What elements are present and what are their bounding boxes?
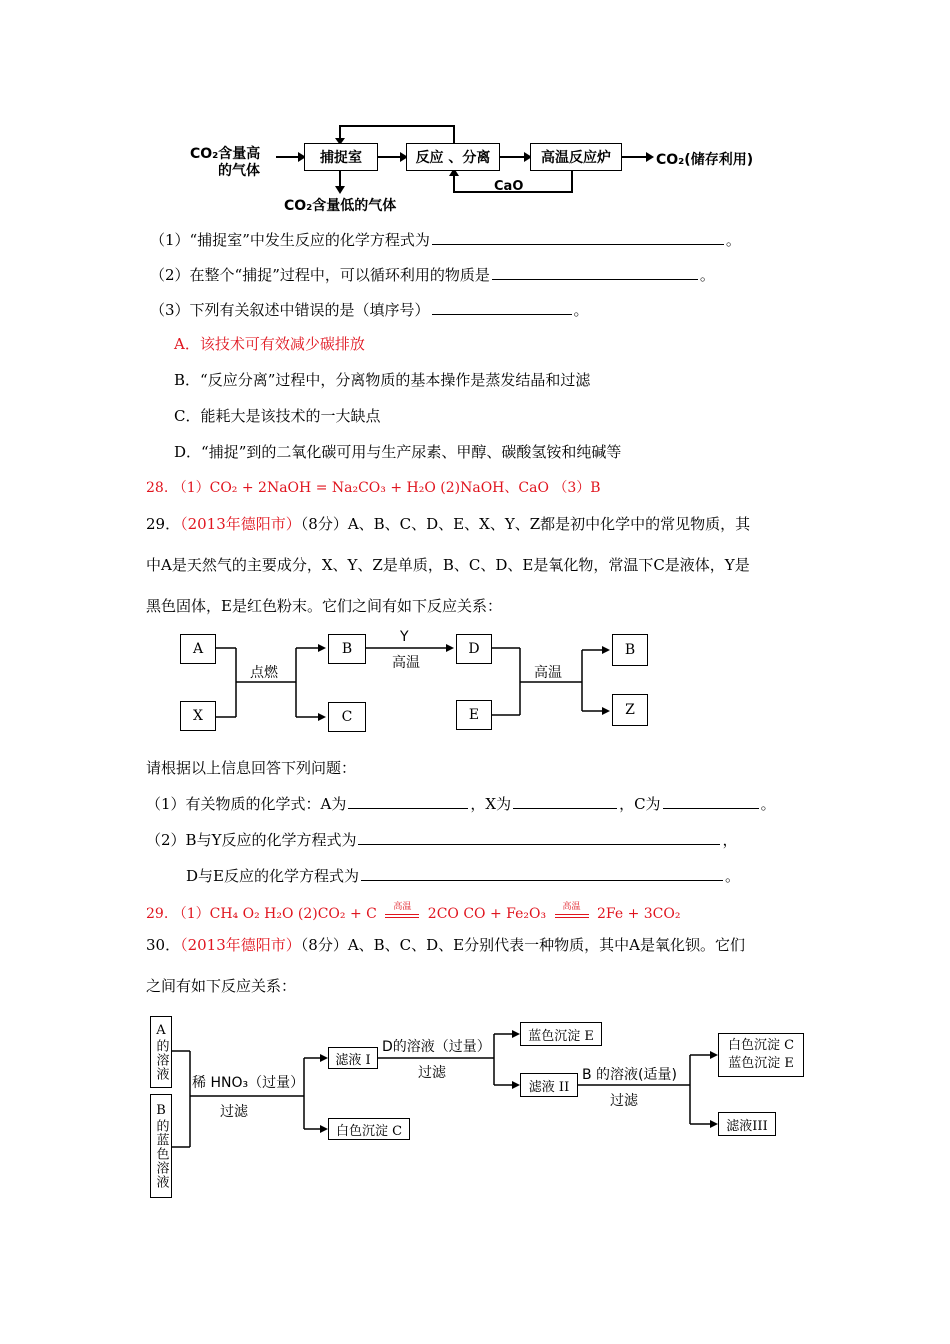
- co2-storage-label: CO₂(储存利用): [656, 152, 754, 168]
- reaction-condition-sign: 高温: [555, 906, 589, 918]
- capture-room-box: 捕捉室: [304, 143, 378, 171]
- q29-prompt: 请根据以上信息回答下列问题：: [146, 759, 357, 777]
- q28-sub3: （3）下列有关叙述中错误的是（填序号） 。: [150, 298, 589, 320]
- q29-line2: 中A是天然气的主要成分，X、Y、Z是单质，B、C、D、E是氧化物，常温下C是液体，Y是: [146, 556, 750, 574]
- q28-sub2: （2）在整个“捕捉”过程中，可以循环利用的物质是 。: [150, 263, 715, 285]
- blue-precipitate-e-box: 蓝色沉淀 E: [520, 1022, 602, 1046]
- q28-option-a: A．该技术可有效减少碳排放: [174, 335, 365, 353]
- filtrate-2-box: 滤液 II: [520, 1073, 578, 1097]
- q29-sub2: （2）B与Y反应的化学方程式为 ，: [146, 828, 738, 850]
- box-z: Z: [612, 694, 648, 726]
- a-solution-box: A的溶液: [150, 1016, 172, 1088]
- b-blue-solution-box: B的蓝色溶液: [150, 1094, 172, 1198]
- filter-label-3: 过滤: [610, 1093, 638, 1109]
- high-temp-label-1: 高温: [392, 655, 420, 671]
- box-b-2: B: [612, 634, 648, 666]
- high-temp-label-2: 高温: [534, 665, 562, 681]
- d-solution-label: D的溶液（过量）: [382, 1039, 491, 1055]
- ignite-label: 点燃: [250, 665, 278, 681]
- q29-sub1: （1）有关物质的化学式：A为 ，X为 ，C为 。: [146, 792, 776, 814]
- q28-option-c: C．能耗大是该技术的一大缺点: [174, 407, 381, 425]
- box-c: C: [328, 702, 366, 732]
- filtrate-3-box: 滤液III: [718, 1112, 776, 1136]
- q29-sub2b: D与E反应的化学方程式为 。: [186, 864, 740, 886]
- box-x: X: [180, 701, 216, 731]
- box-d: D: [456, 634, 492, 664]
- reaction-separation-box: 反应 、分离: [406, 143, 500, 171]
- b-solution-label: B 的溶液(适量): [582, 1067, 677, 1083]
- high-co2-gas-label: CO₂含量高 的气体: [190, 146, 261, 179]
- q30-line1: 30．（2013年德阳市）（8分）A、B、C、D、E分别代表一种物质，其中A是氧化钡。它们: [146, 936, 745, 954]
- q29-line1: 29．（2013年德阳市）（8分）A、B、C、D、E、X、Y、Z都是初中化学中的常见物质，其: [146, 515, 751, 533]
- box-e: E: [456, 700, 492, 730]
- reaction-condition-sign: 高温: [385, 906, 419, 918]
- box-a: A: [180, 634, 216, 664]
- q28-answer: 28. （1）CO₂ + 2NaOH = Na₂CO₃ + H₂O (2)NaOH、CaO （3）B: [146, 480, 601, 496]
- q29-line3: 黑色固体，E是红色粉末。它们之间有如下反应关系：: [146, 597, 502, 615]
- q30-line2: 之间有如下反应关系：: [146, 977, 297, 995]
- filter-label-2: 过滤: [418, 1065, 446, 1081]
- q28-sub1: （1）“捕捉室”中发生反应的化学方程式为 。: [150, 228, 741, 250]
- hno3-label: 稀 HNO₃（过量）: [192, 1075, 305, 1091]
- filtrate-1-box: 滤液 I: [328, 1047, 378, 1069]
- q28-option-b: B．“反应分离”过程中，分离物质的基本操作是蒸发结晶和过滤: [174, 371, 591, 389]
- precipitate-c-e-box: 白色沉淀 C 蓝色沉淀 E: [718, 1033, 804, 1077]
- filter-label-1: 过滤: [220, 1104, 248, 1120]
- low-co2-gas-label: CO₂含量低的气体: [284, 198, 397, 214]
- white-precipitate-c-box: 白色沉淀 C: [328, 1118, 410, 1140]
- cao-label: CaO: [494, 179, 524, 194]
- furnace-box: 高温反应炉: [530, 143, 622, 171]
- q29-answer: 29. （1）CH₄ O₂ H₂O (2)CO₂ + C 高温 2CO CO + Fe₂O₃ 高温 2Fe + 3CO₂: [146, 902, 681, 922]
- y-label: Y: [400, 629, 409, 645]
- box-b: B: [328, 634, 366, 664]
- q28-option-d: D．“捕捉”到的二氧化碳可用与生产尿素、甲醇、碳酸氢铵和纯碱等: [174, 443, 622, 461]
